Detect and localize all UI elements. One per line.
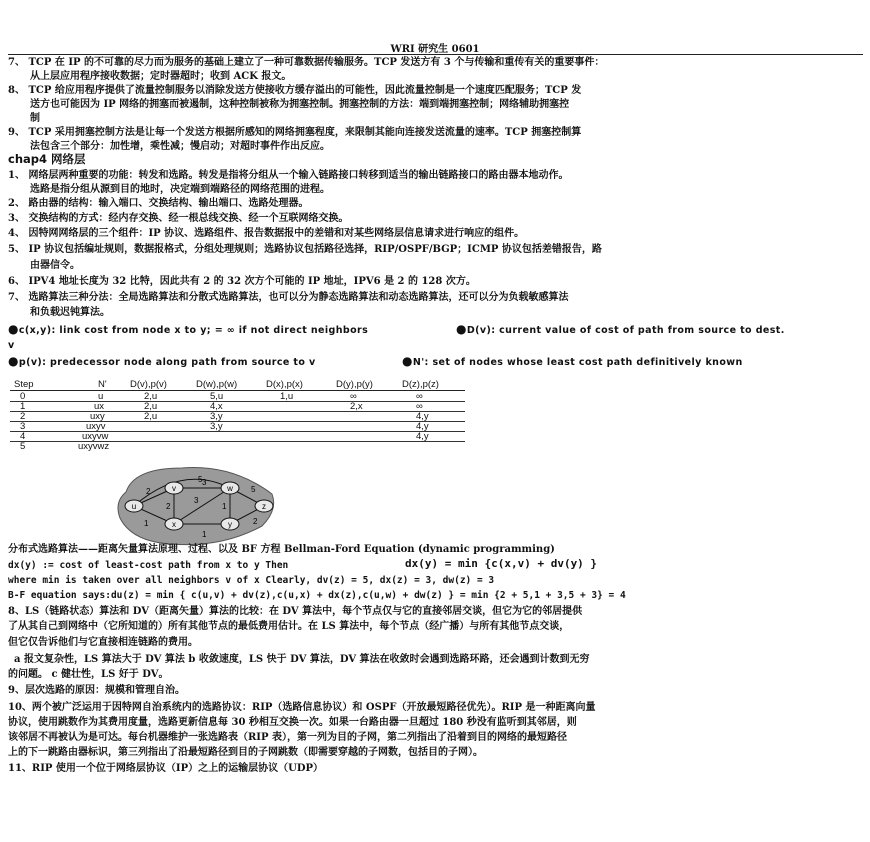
table-cell: 1,u (280, 391, 294, 402)
graph-edge-cost: 1 (222, 502, 227, 511)
text-line: 选路是指分组从源到目的地时，决定端到端路径的网络范围的进程。 (30, 184, 330, 195)
text-line: 的问题。 c 健壮性，LS 好于 DV。 (8, 669, 169, 680)
header-divider (8, 54, 863, 55)
text-line: 9、层次选路的原因：规模和管理自治。 (8, 685, 185, 696)
graph-node-label: w (227, 484, 233, 493)
text-line: 和负载迟钝算法。 (30, 307, 110, 318)
text-line: 分布式选路算法——距离矢量算法原理、过程、以及 BF 方程 Bellman-Ford Equation (dynamic programming) (8, 544, 555, 555)
table-cell: 4,x (210, 401, 223, 412)
table-cell: 0 (20, 391, 26, 402)
text-line: 11、RIP 使用一个位于网络层协议（IP）之上的运输层协议（UDP） (8, 763, 324, 774)
table-cell: 4,y (416, 421, 429, 432)
text-line: 6、 IPV4 地址长度为 32 比特，因此共有 2 的 32 次方个可能的 IP 地址，IPV6 是 2 的 128 次方。 (8, 276, 476, 287)
table-cell: 2,u (144, 401, 158, 412)
bullet-dot-icon: ● (8, 322, 19, 336)
table-cell: 4,y (416, 431, 429, 442)
definition-text: p(v): predecessor node along path from source to v (18, 357, 316, 368)
graph-edge-cost: 5 (251, 485, 256, 494)
text-line: 法包含三个部分：加性增，乘性减；慢启动；对超时事件作出反应。 (30, 141, 330, 152)
table-cell: 2,x (350, 401, 363, 412)
text-line: 4、 因特网网络层的三个组件：IP 协议、选路组件、报告数据报中的差错和对某些网络层信息请求进行响应的组件。 (8, 228, 525, 239)
graph-edge-cost: 5 (198, 475, 203, 484)
graph-edge-cost: 2 (146, 487, 151, 496)
graph-edge-cost: 2 (253, 517, 258, 526)
table-cell: ∞ (416, 401, 423, 412)
formula-line: dx(y) = min {c(x,v) + dv(y) } (405, 557, 598, 570)
text-line: 上的下一跳路由器标识，第三列指出了沿最短路径到目的子网跳数（即需要穿越的子网数，包括目的子网）。 (8, 747, 483, 758)
table-cell: uxyv (86, 421, 106, 432)
text-line: 7、 选路算法三种分法：全局选路算法和分散式选路算法，也可以分为静态选路算法和动态选路算法，还可以分为负载敏感算法 (8, 292, 569, 303)
graph-node-label: v (172, 484, 176, 493)
text-line: a 报文复杂性，LS 算法大于 DV 算法 b 收敛速度，LS 快于 DV 算法，DV 算法在收敛时会遇到选路环路，还会遇到计数到无穷 (14, 654, 590, 665)
table-row-divider (10, 411, 465, 412)
text-line: 3、 交换结构的方式：经内存交换、经一根总线交换、经一个互联网络交换。 (8, 213, 349, 224)
graph-edge-cost: 1 (144, 519, 149, 528)
text-line: 该邻居不再被认为是可达。每台机器维护一张选路表（RIP 表），第一列为目的子网，第二列指出了沿着到目的网络的最短路径 (8, 732, 567, 743)
formula-line: where min is taken over all neighbors v of x Clearly, dv(z) = 5, dx(z) = 3, dw(z) = 3 (8, 575, 495, 586)
text-line: 9、 TCP 采用拥塞控制方法是让每一个发送方根据所感知的网络拥塞程度，来限制其能向连接发送流量的速率。TCP 拥塞控制算 (8, 127, 582, 138)
definition-line: v (8, 340, 15, 351)
text-line: 从上层应用程序接收数据；定时器超时；收到 ACK 报文。 (30, 71, 292, 82)
table-cell: 2,u (144, 391, 158, 402)
text-line: 10、两个被广泛运用于因特网自治系统内的选路协议：RIP（选路信息协议）和 OSPF（开放最短路径优先）。RIP 是一种距离向量 (8, 702, 596, 713)
graph-node-label: y (228, 520, 232, 529)
table-cell: 5 (20, 441, 26, 452)
table-header-cell: D(x),p(x) (266, 379, 303, 390)
table-cell: 3 (20, 421, 26, 432)
table-cell: ∞ (350, 391, 357, 402)
text-line: 2、 路由器的结构：输入端口、交换结构、输出端口、选路处理器。 (8, 198, 309, 209)
bullet-dot-icon: ● (8, 354, 19, 368)
text-line: 协议，使用跳数作为其费用度量，选路更新信息每 30 秒相互交换一次。如果一台路由器一旦超过 180 秒没有监听到其邻居，则 (8, 717, 577, 728)
table-cell: u (98, 391, 104, 402)
table-cell: uxy (90, 411, 105, 422)
text-line: 7、 TCP 在 IP 的不可靠的尽力而为服务的基础上建立了一种可靠数据传输服务。TCP 发送方有 3 个与传输和重传有关的重要事件： (8, 57, 605, 68)
definition-text: N': set of nodes whose least cost path definitively known (412, 357, 743, 368)
table-row-divider (10, 421, 465, 422)
text-line: 但它仅告诉他们与它直接相连链路的费用。 (8, 637, 198, 648)
text-line: 送方也可能因为 IP 网络的拥塞而被遏制，这种控制被称为拥塞控制。拥塞控制的方法：端到端拥塞控制；网络辅助拥塞控 (30, 99, 570, 110)
table-header-cell: Step (14, 379, 34, 390)
definition-line (456, 323, 861, 338)
definition-line (8, 323, 478, 338)
graph-node-label: x (172, 520, 176, 529)
table-cell: ux (94, 401, 105, 412)
definition-text: c(x,y): link cost from node x to y; = ∞ if not direct neighbors (18, 325, 369, 336)
table-row-divider (10, 401, 465, 402)
table-cell: uxyvwz (78, 441, 110, 452)
table-header-cell: N' (98, 379, 107, 390)
chapter-heading: chap4 网络层 (8, 152, 86, 166)
graph-edge-cost: 3 (194, 496, 199, 505)
graph-node-label: z (262, 502, 266, 511)
table-cell: 4 (20, 431, 26, 442)
table-row-divider (10, 431, 465, 432)
definition-line (402, 355, 862, 370)
table-header-divider (10, 390, 465, 391)
bullet-dot-icon: ● (402, 354, 413, 368)
table-cell: 4,y (416, 411, 429, 422)
table-header-cell: D(w),p(w) (196, 379, 238, 390)
table-header-cell: D(v),p(v) (130, 379, 167, 390)
table-header-cell: D(z),p(z) (402, 379, 439, 390)
graph-edge-cost: 1 (202, 530, 207, 539)
graph-edge-cost: 2 (166, 502, 171, 511)
definition-text: D(v): current value of cost of path from source to dest. (466, 325, 785, 336)
text-line: 了从其自己到网络中（它所知道的）所有其他节点的最低费用估计。在 LS 算法中，每个节点（经广播）与所有其他节点交谈， (8, 621, 570, 632)
table-cell: 1 (20, 401, 26, 412)
dijkstra-table (10, 379, 470, 454)
table-cell: uxyvw (82, 431, 109, 442)
table-cell: 3,y (210, 421, 223, 432)
text-line: 1、 网络层两种重要的功能：转发和选路。转发是指将分组从一个输入链路接口转移到适当的输出链路接口的路由器本地动作。 (8, 170, 569, 181)
text-line: 由器信令。 (30, 260, 80, 271)
table-cell: 5,u (210, 391, 224, 402)
text-line: 5、 IP 协议包括编址规则，数据报格式，分组处理规则；选路协议包括路径选择，RIP/OSPF/BGP；ICMP 协议包括差错报告，路 (8, 244, 602, 255)
table-cell: 2 (20, 411, 26, 422)
table-cell: 3,y (210, 411, 223, 422)
table-cell: ∞ (416, 391, 423, 402)
page-header-title: WRI 研究生 0601 (390, 44, 480, 55)
definition-line (8, 355, 408, 370)
bullet-dot-icon: ● (456, 322, 467, 336)
text-line: 制 (30, 113, 40, 124)
text-line: 8、LS（链路状态）算法和 DV（距离矢量）算法的比较：在 DV 算法中，每个节点仅与它的直接邻居交谈，但它为它的邻居提供 (8, 606, 583, 617)
graph-node-label: u (131, 502, 137, 511)
text-line: 8、 TCP 给应用程序提供了流量控制服务以消除发送方使接收方缓存溢出的可能性，因此流量控制是一个速度匹配服务；TCP 发 (8, 85, 582, 96)
graph-edge-cost: 3 (202, 478, 207, 487)
table-cell: 2,u (144, 411, 158, 422)
network-graph (112, 462, 280, 546)
table-header-cell: D(y),p(y) (336, 379, 373, 390)
formula-line: dx(y) := cost of least-cost path from x to y Then (8, 560, 289, 571)
formula-line: B-F equation says:du(z) = min { c(u,v) + dv(z),c(u,x) + dx(z),c(u,w) + dw(z) } = min {2 + 5,1 + 3,5 + 3} = 4 (8, 590, 626, 601)
